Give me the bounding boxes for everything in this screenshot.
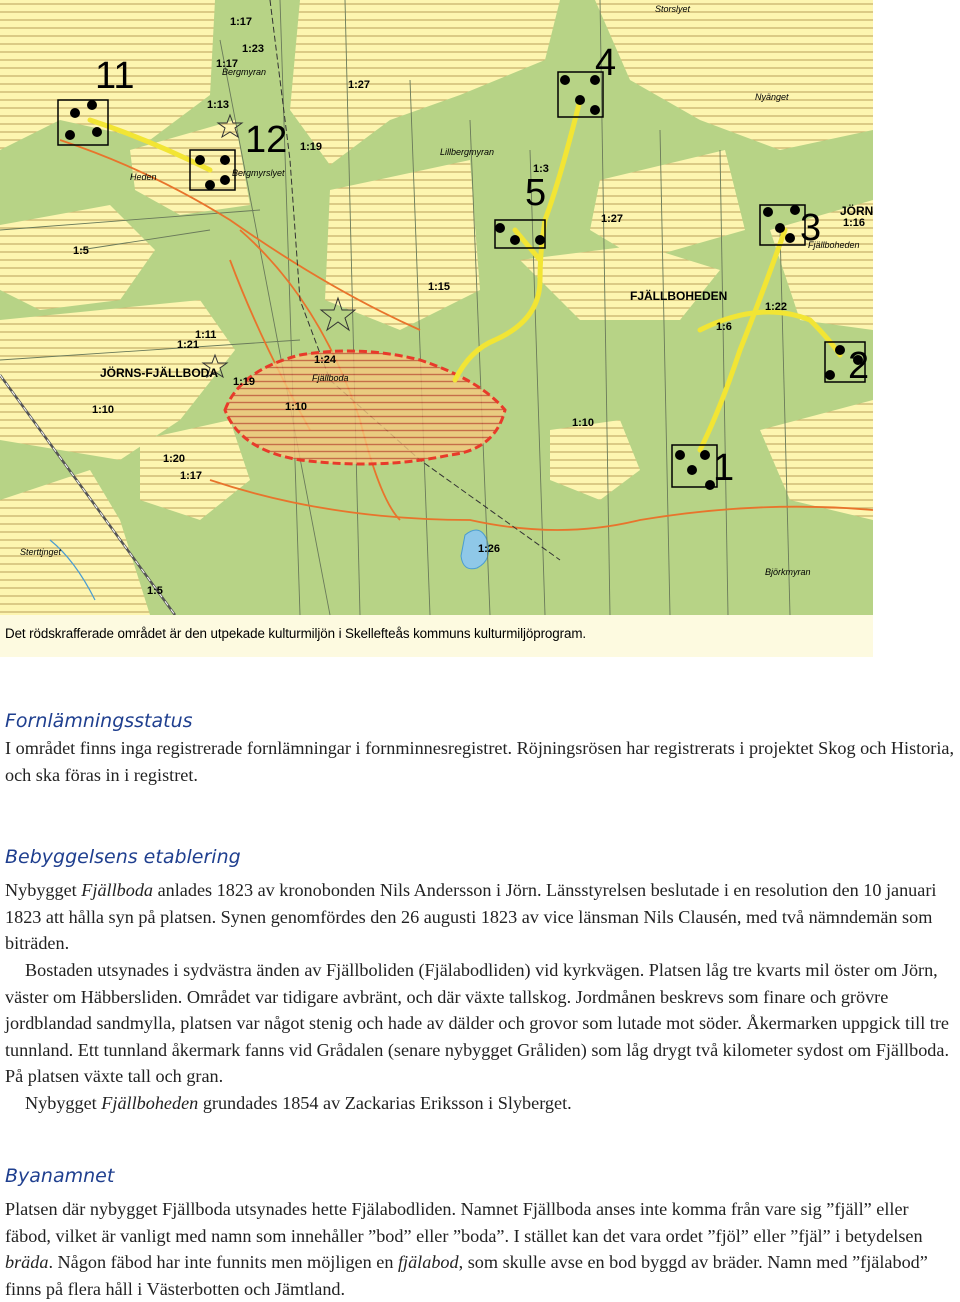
svg-text:1:6: 1:6: [716, 321, 732, 333]
site-number-12: 12: [245, 119, 288, 161]
svg-text:1:19: 1:19: [300, 141, 323, 153]
site-number-4: 4: [595, 42, 617, 84]
bebyggelse-paragraph-3: Nybygget Fjällboheden grundades 1854 av Zackarias Eriksson i Slyberget.: [25, 1093, 572, 1113]
historical-map: [0, 0, 873, 615]
label-bergmyran: Bergmyran: [222, 67, 267, 77]
svg-text:1:5: 1:5: [147, 585, 163, 597]
label-fjallboheden: FJÄLLBOHEDEN: [630, 289, 728, 303]
svg-text:1:20: 1:20: [163, 453, 186, 465]
label-fjallboheden-small: Fjällboheden: [808, 240, 860, 250]
map-caption: Det rödskrafferade området är den utpekade kulturmiljön i Skellefteås kommuns kulturmiljöprogram.: [5, 626, 586, 641]
byanamnet-paragraph: Platsen där nybygget Fjällboda utsynades hette Fjälabodliden. Namnet Fjällboda anses inte komma från vare sig ”fjäll” eller fäbod, vilket är vanligt med namn som innehåller ”bod” eller ”boda”. I stället kan det vara ordet ”fjöl” eller ”fjäl” i betydelsen bräda. Någon fäbod har inte funnits men möjligen en fjälabod, som skulle avse en bod byggd av bräder. Namn med ”fjälabod” finns på flera håll i Västerbotten och Jämtland.: [5, 1199, 928, 1299]
svg-text:1:19: 1:19: [233, 376, 256, 388]
heading-fornlamningsstatus: Fornlämningsstatus: [5, 710, 193, 732]
site-number-1: 1: [713, 447, 735, 489]
label-bergmyrslyet: Bergmyrslyet: [232, 168, 285, 178]
label-heden: Heden: [130, 172, 157, 182]
site-number-2: 2: [848, 345, 870, 387]
label-bjorkmyran: Björkmyran: [765, 567, 811, 577]
site-number-3: 3: [800, 207, 822, 249]
svg-text:1:17: 1:17: [180, 470, 203, 482]
bebyggelse-paragraph-1: Nybygget Fjällboda anlades 1823 av kronobonden Nils Andersson i Jörn. Länsstyrelsen beslutade i en resolution den 10 januari 1823 att hålla syn på platsen. Synen genomfördes den 26 augusti 1823 av vice länsman Nils Clausén, med två nämndemän som biträden.: [5, 880, 937, 953]
label-storslyet: Storslyet: [655, 4, 691, 14]
svg-text:1:23: 1:23: [242, 43, 265, 55]
svg-text:1:15: 1:15: [428, 281, 451, 293]
svg-text:1:22: 1:22: [765, 301, 788, 313]
label-sterttjnget: Sterttjnget: [20, 547, 62, 557]
svg-text:1:17: 1:17: [216, 58, 239, 70]
bebyggelse-paragraph-2: Bostaden utsynades i sydvästra änden av Fjällboliden (Fjälabodliden) vid kyrkvägen. Platsen låg tre kvarts mil öster om Jörn, väster om Häbbersliden. Området var tidigare avbränt, och där växte tallskog. Jordmånen beskrevs som finare och grövre jordblandad sandmylla, platsen var något stenig och hade av dälder och grovor som lutade mot söder. Åkermarken uppgick till tre tunnland. Ett tunnland åkermark fanns vid Grådalen (senare nybygget Gråliden) som låg drygt två kilometer sydost om Fjällboda. På platsen växte tall och gran.: [5, 960, 950, 1086]
svg-text:1:27: 1:27: [348, 79, 371, 91]
heading-bebyggelsens-etablering: Bebyggelsens etablering: [5, 846, 241, 868]
svg-text:1:26: 1:26: [478, 543, 501, 555]
svg-text:1:13: 1:13: [207, 99, 230, 111]
svg-text:1:16: 1:16: [843, 217, 866, 229]
svg-text:1:21: 1:21: [177, 339, 200, 351]
svg-text:1:3: 1:3: [533, 163, 549, 175]
label-jorn-fjallboda: JÖRNS-FJÄLLBODA: [100, 366, 219, 380]
svg-text:1:10: 1:10: [92, 404, 115, 416]
heading-byanamnet: Byanamnet: [5, 1165, 115, 1187]
svg-text:1:24: 1:24: [314, 354, 337, 366]
svg-text:1:10: 1:10: [285, 401, 308, 413]
site-number-11: 11: [95, 55, 135, 97]
text-fornlamningsstatus: I området finns inga registrerade fornlämningar i fornminnesregistret. Röjningsrösen har registrerats i projektet Skog och Historia, och ska föras in i registret.: [5, 738, 955, 785]
label-lillbergmyran: Lillbergmyran: [440, 147, 495, 157]
svg-text:1:17: 1:17: [230, 16, 253, 28]
svg-text:1:10: 1:10: [572, 417, 595, 429]
svg-text:1:5: 1:5: [73, 245, 89, 257]
svg-text:1:11: 1:11: [195, 329, 217, 341]
site-number-5: 5: [525, 172, 547, 214]
label-jorn: JÖRN: [840, 204, 873, 218]
label-fjallboda: Fjällboda: [312, 373, 349, 383]
label-nyanget: Nyänget: [755, 92, 789, 102]
svg-text:1:27: 1:27: [601, 213, 624, 225]
